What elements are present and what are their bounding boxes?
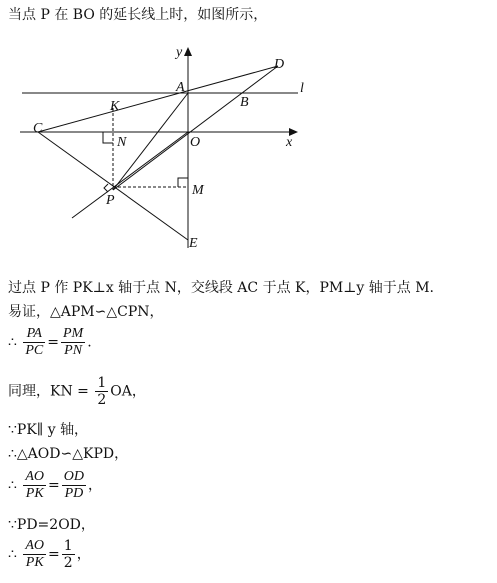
label-O: O (190, 135, 201, 150)
solution-line-2: 易证，△APM∽△CPN， (8, 304, 164, 320)
right-angle-N (103, 132, 113, 143)
fraction: $\frac{OD}{PD}$ (63, 469, 85, 501)
fraction: $\frac{AO}{PK}$ (25, 469, 45, 501)
fraction: $\frac{AO}{PK}$ (25, 538, 45, 570)
label-x: x (286, 135, 293, 150)
solution-line-4: 同理，KN = $\frac{1}{2}$ OA， (8, 375, 146, 408)
solution-line-6: ∴△AOD∽△KPD， (8, 446, 129, 462)
label-E: E (189, 236, 198, 251)
label-M: M (192, 183, 204, 198)
label-l: l (300, 81, 304, 96)
right-angle-P (104, 184, 108, 192)
solution-line-7: ∴ $\frac{AO}{PK}$ = $\frac{OD}{PD}$ ， (8, 469, 103, 501)
geometry-figure (0, 0, 497, 270)
label-A: A (176, 80, 185, 95)
solution-line-1: 过点 P 作 PK⊥x 轴于点 N，交线段 AC 于点 K，PM⊥y 轴于点 M. (8, 280, 435, 296)
right-angle-M (178, 178, 188, 187)
fraction: $\frac{1}{2}$ (63, 538, 73, 571)
label-K: K (110, 99, 120, 114)
label-N: N (117, 135, 127, 150)
label-P: P (106, 193, 115, 208)
segment-PE (72, 132, 188, 218)
fraction: $\frac{PM}{PN}$ (63, 326, 84, 358)
label-B: B (240, 95, 249, 110)
label-y: y (176, 45, 183, 60)
fraction: $\frac{1}{2}$ (97, 375, 107, 408)
y-axis-arrow (184, 47, 192, 56)
solution-line-3: ∴ $\frac{PA}{PC}$ = $\frac{PM}{PN}$ . (8, 326, 92, 358)
label-C: C (33, 121, 43, 136)
solution-line-5: ∵PK∥ y 轴， (8, 422, 89, 438)
intro-text: 当点 P 在 BO 的延长线上时，如图所示， (8, 7, 268, 23)
segment-PD (113, 66, 278, 190)
fraction: $\frac{PA}{PC}$ (25, 326, 44, 358)
solution-line-8: ∵PD=2OD， (8, 517, 95, 533)
label-D: D (274, 57, 285, 72)
solution-line-9: ∴ $\frac{AO}{PK}$ = $\frac{1}{2}$ ， (8, 538, 91, 571)
